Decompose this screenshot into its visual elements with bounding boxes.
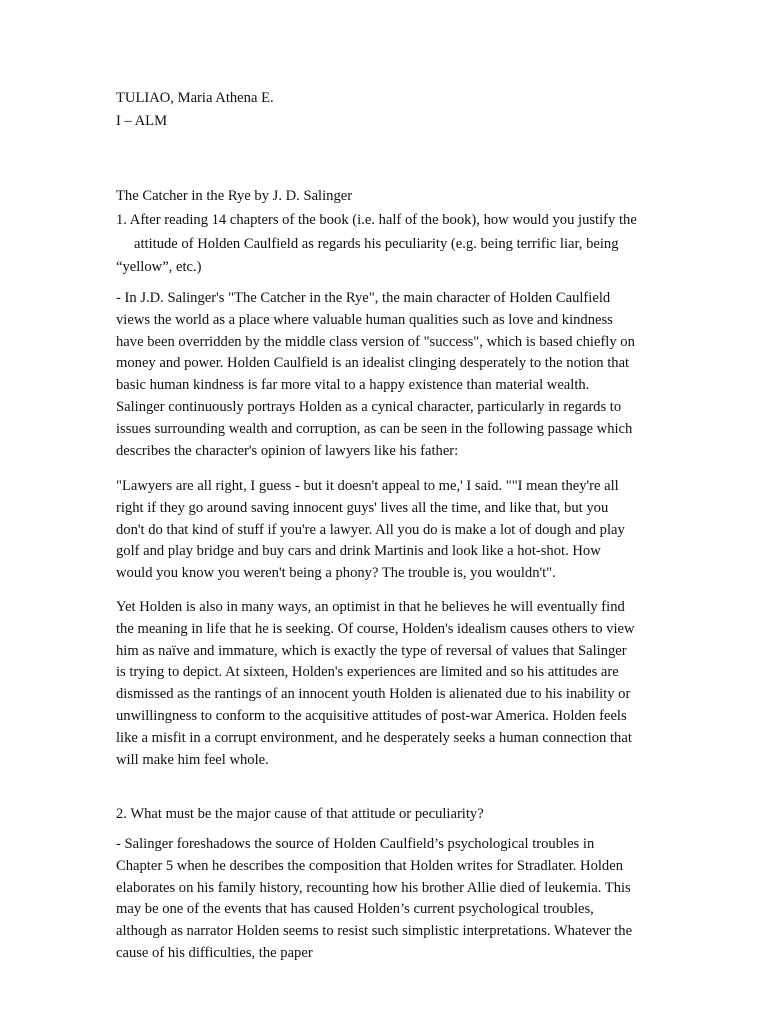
answer-1-paragraph-2: Yet Holden is also in many ways, an optimist in that he believes he will eventually find the meaning in life that he is seeking. Of course, Holden's idealism causes others to view him as naïve and immature, which is exactly the type of reversal of values that Salinger is trying to depict. At sixteen, Holden's experiences are limited and so his attitudes are dismissed as the rantings of an innocent youth Holden is alienated due to his inability or unwillingness to conform to the acquisitive attitudes of post-war America. Holden feels like a misfit in a corrupt environment, and he desperately seeks a human connection that will make him feel whole.: [116, 599, 635, 768]
question-1-line-2: attitude of Holden Caulfield as regards his peculiarity (e.g. being terrific liar, being: [134, 236, 619, 252]
answer-1-paragraph-1: - In J.D. Salinger's "The Catcher in the Rye", the main character of Holden Caulfield views the world as a place where valuable human qualities such as love and kindness have been overridden by the middle class version of "success", which is based chiefly on money and power. Holden Caulfield is an idealist clinging desperately to the notion that basic human kindness is far more vital to a happy existence than material wealth. Salinger continuously portrays Holden as a cynical character, particularly in regards to issues surrounding wealth and corruption, as can be seen in the following passage which describes the character's opinion of lawyers like his father:: [116, 290, 635, 459]
section-label: I – ALM: [116, 113, 168, 129]
question-1-line-1: 1. After reading 14 chapters of the book (i.e. half of the book), how would you justify the: [116, 212, 637, 228]
document-title: The Catcher in the Rye by J. D. Salinger: [116, 188, 353, 204]
question-2: 2. What must be the major cause of that attitude or peculiarity?: [116, 806, 484, 822]
answer-1-quote: "Lawyers are all right, I guess - but it doesn't appeal to me,' I said. ""I mean they're all right if they go around saving innocent guys' lives all the time, and like that, but you don't do that kind of stuff if you're a lawyer. All you do is make a lot of dough and play golf and play bridge and buy cars and drink Martinis and look like a hot-shot. How would you know you weren't being a phony? The trouble is, you wouldn't".: [116, 478, 625, 582]
author-name: TULIAO, Maria Athena E.: [116, 90, 274, 106]
answer-2-paragraph-1: - Salinger foreshadows the source of Holden Caulfield’s psychological troubles in Chapter 5 when he describes the composition that Holden writes for Stradlater. Holden elaborates on his family history, recounting how his brother Allie died of leukemia. This may be one of the events that has caused Holden’s current psychological troubles, although as narrator Holden seems to resist such simplistic interpretations. Whatever the cause of his difficulties, the paper: [116, 836, 633, 961]
question-1-line-3: “yellow”, etc.): [116, 259, 202, 275]
